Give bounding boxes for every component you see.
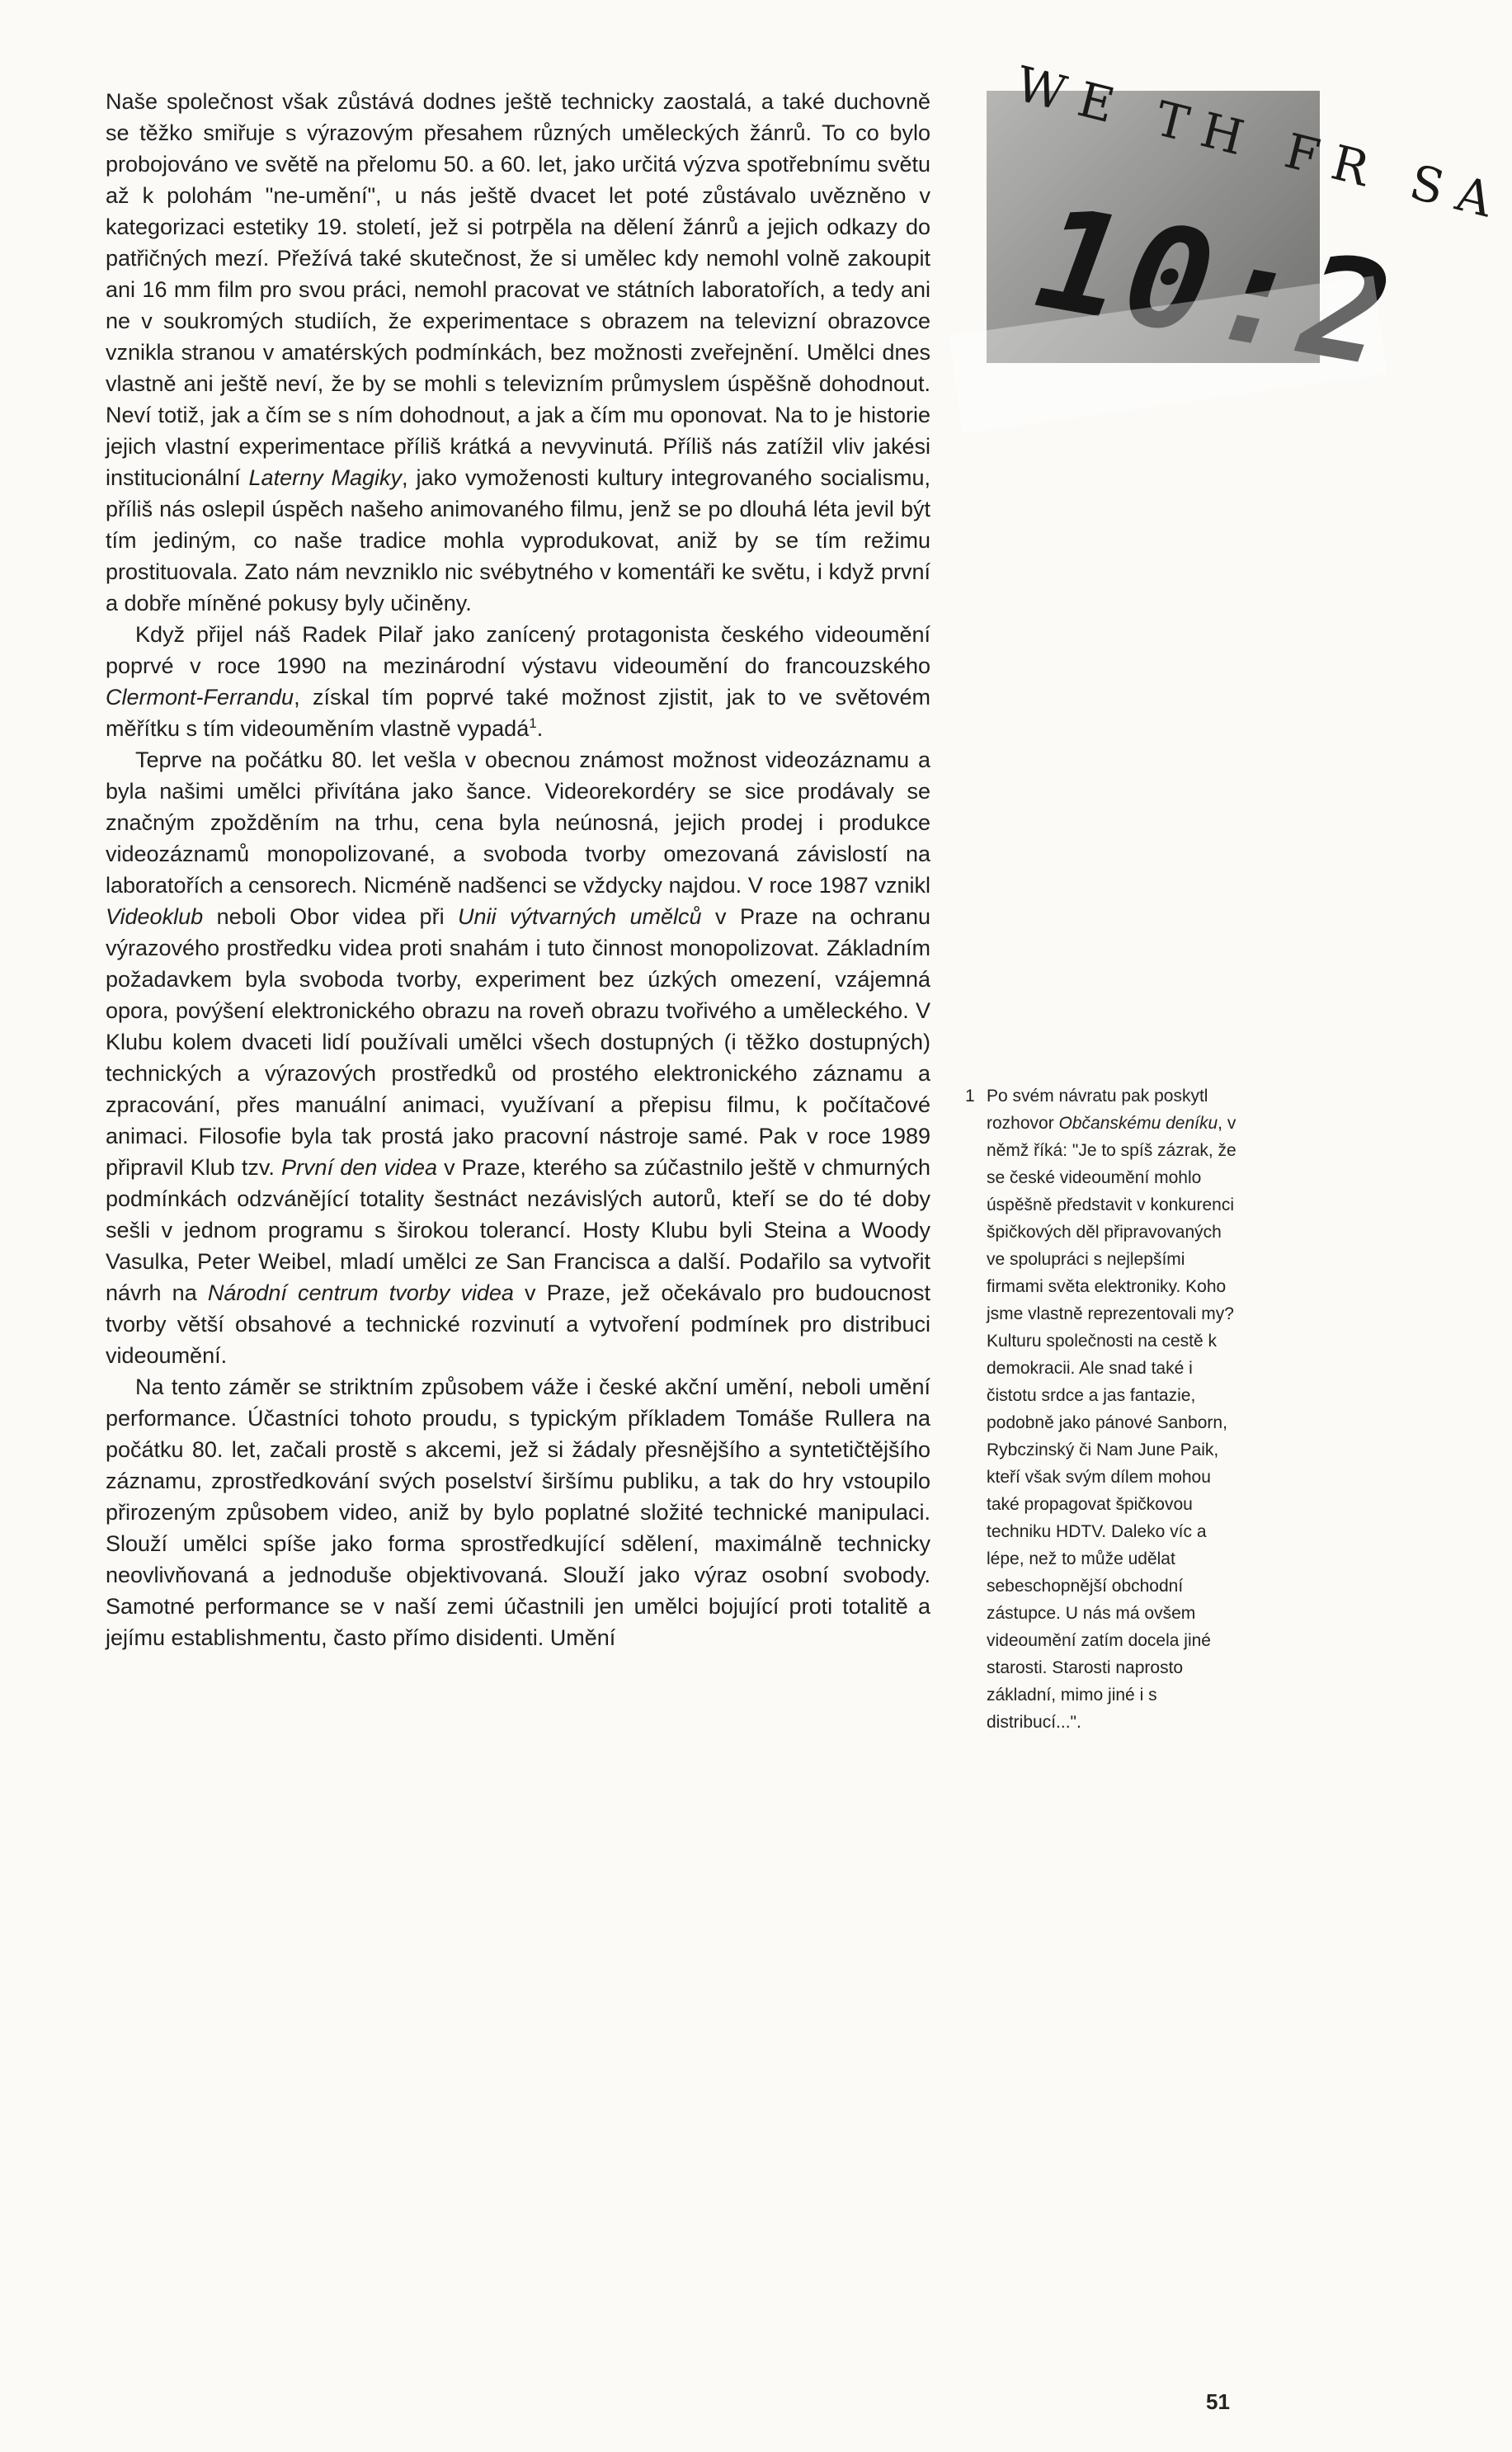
text-run: Po svém návratu pak poskytl rozhovor xyxy=(987,1087,1208,1133)
paragraph xyxy=(106,744,930,1371)
footnote-ref: 1 xyxy=(529,715,537,731)
text-run: Teprve na počátku 80. let vešla v obecnou známost možnost videozáznamu a byla našimi umělci přivítána jako šance. Videorekordéry se sice prodávaly se značným zpožděním na trhu, cena byla neúnosná, jejich prodej i produkce videozáznamů monopolizované, a svoboda tvorby omezovaná závislostí na laboratořích a censorech. Nicméně nadšenci se vždycky najdou. V roce 1987 vznikl xyxy=(106,747,930,898)
italic-title: Občanskému deníku xyxy=(1058,1114,1218,1133)
paragraph xyxy=(106,1371,930,1653)
clock-display-photo xyxy=(987,55,1512,398)
footnote xyxy=(965,1082,1237,1736)
text-run: Když přijel náš Radek Pilař jako zanícený protagonista českého videoumění poprvé v roce 1990 na mezinárodní výstavu videoumění do francouzského xyxy=(106,622,930,678)
text-run: v Praze, kterého sa zúčastnilo ještě v chmurných podmínkách odzvánějící totality šestnáct nezávislých autorů, kteří se do té doby sešli v jednom programu s širokou tolerancí. Hosty Klubu byli Steina a Woody Vasulka, Peter Weibel, mladí umělci ze San Francisca a další. Podařilo sa vytvořit návrh na xyxy=(106,1155,930,1305)
main-text-column xyxy=(106,86,930,1653)
text-run: , v němž říká: "Je to spíš zázrak, že se české videoumění mohlo úspěšně představit v konkurenci špičkových děl připravovaných ve spolupráci s nejlepšími firmami světa elektroniky. Koho jsme vlastně reprezentovali my? Kulturu společnosti na cestě k demokracii. Ale snad také i čistotu srdce a jas fantazie, podobně jako pánové Sanborn, Rybczinský či Nam June Paik, kteří však svým dílem mohou také propagovat špičkovou techniku HDTV. Daleko víc a lépe, než to může udělat sebeschopnější obchodní zástupce. U nás má ovšem videoumění zatím docela jiné starosti. Starosti naprosto základní, mimo jiné i s distribucí...". xyxy=(987,1114,1236,1732)
italic-title: Videoklub xyxy=(106,904,204,929)
text-run: . xyxy=(536,716,544,741)
paragraph xyxy=(106,619,930,744)
text-run: v Praze, jež očekávalo pro budoucnost tvorby větší obsahové a technické rozvinutí a vytvoření podmínek pro distribuci videoumění. xyxy=(106,1280,930,1368)
photo-digits: 10:2 xyxy=(1010,178,1420,398)
text-run: Na tento záměr se striktním způsobem váže i české akční umění, neboli umění performance. Účastníci tohoto proudu, s typickým příkladem Tomáše Rullera na počátku 80. let, začali prostě s akcemi, jež si žádaly přesnějšího a syntetičtějšího záznamu, zprostředkování svých poselství širšímu publiku, a tak do hry vstoupilo přirozeným způsobem video, aniž by bylo poplatné složité technické manipulaci. Slouží umělci spíše jako forma sprostředkující sdělení, maximálně technicky neovlivňovaná a jednoduše objektivovaná. Slouží jako výraz osobní svobody. Samotné performance se v naší zemi účastnili jen umělci bojující proti totalitě a jejímu establishmentu, často přímo disidenti. Umění xyxy=(106,1375,930,1650)
text-run: , získal tím poprvé také možnost zjistit, jak to ve světovém měřítku s tím videouměním vlastně vypadá xyxy=(106,685,930,741)
photo-weekday-labels: WE TH FR SA xyxy=(1010,55,1512,232)
text-run: Naše společnost však zůstává dodnes ještě technicky zaostalá, a také duchovně se těžko smiřuje s výrazovým přesahem různých uměleckých žánrů. To co bylo probojováno ve světě na přelomu 50. a 60. let, jako určitá výzva spotřebnímu světu až k polohám "ne-umění", u nás ještě dvacet let poté zůstávalo uvězněno v kategorizaci estetiky 19. století, jež si potrpěla na dělení žánrů a jejich odkazy do patřičných mezí. Přežívá také skutečnost, že si umělec kdy nemohl volně zakoupit ani 16 mm film pro svou práci, nemohl pracovat ve státních laboratořích, a tedy ani ne v soukromých studiích, že experimentace s obrazem na televizní obrazovce vznikla stranou v amatérských podmínkách, bez možnosti zveřejnění. Umělci dnes vlastně ani ještě neví, že by se mohli s televizním průmyslem úspěšně dohodnout. Neví totiž, jak a čím se s ním dohodnout, a jak a čím mu oponovat. Na to je historie jejich vlastní experimentace příliš krátká a nevyvinutá. Příliš nás zatížil vliv jakési institucionální xyxy=(106,89,930,490)
italic-title: Clermont-Ferrandu xyxy=(106,685,294,710)
text-run: , jako vymoženosti kultury integrovaného socialismu, příliš nás oslepil úspěch našeho animovaného filmu, jenž se po dlouhá léta jevil být tím jediným, co naše tradice mohla vyprodukovat, aniž by se tím režimu prostituovala. Zato nám nevzniklo nic svébytného v komentáři ke světu, i když první a dobře míněné pokusy byly učiněny. xyxy=(106,465,930,615)
page-number: 51 xyxy=(1206,2389,1230,2414)
italic-title: Národní centrum tvorby videa xyxy=(207,1280,514,1305)
italic-title: Unii výtvarných umělců xyxy=(458,904,702,929)
paragraph xyxy=(106,86,930,619)
italic-title: První den videa xyxy=(281,1155,437,1180)
footnote-number: 1 xyxy=(965,1087,975,1106)
italic-title: Laterny Magiky xyxy=(248,465,403,490)
text-run: neboli Obor videa při xyxy=(203,904,459,929)
text-run: v Praze na ochranu výrazového prostředku videa proti snahám i tuto činnost monopolizovat. Základním požadavkem byla svoboda tvorby, experiment bez úzkých omezení, vzájemná opora, povýšení elektronického obrazu na roveň obrazu tvořivého a uměleckého. V Klubu kolem dvaceti lidí používali umělci všech dostupných (i těžko dostupných) technických a výrazových prostředků od prostého elektronického záznamu a zpracování, přes manuální animaci, využívaní a přepisu filmu, k počítačové animaci. Filosofie byla tak prostá jako pracovní nástroje samé. Pak v roce 1989 připravil Klub tzv. xyxy=(106,904,930,1180)
footnote-text xyxy=(987,1082,1237,1736)
